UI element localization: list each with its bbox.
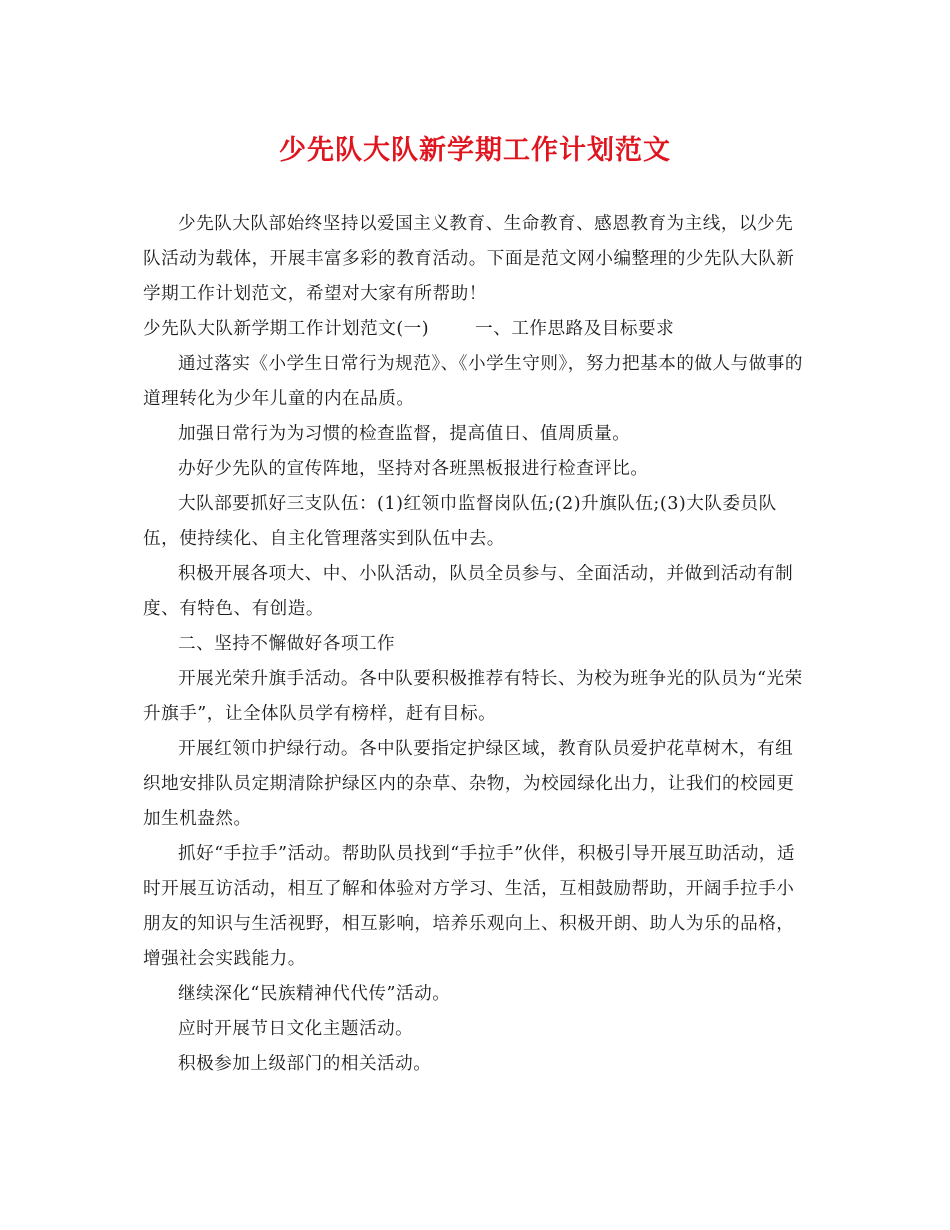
paragraph-festival-culture: 应时开展节日文化主题活动。 [178, 1019, 414, 1039]
paragraph-national-spirit: 继续深化“民族精神代代传”活动。 [178, 984, 451, 1004]
paragraph-higher-level: 积极参加上级部门的相关活动。 [178, 1054, 432, 1074]
section-heading-line [143, 312, 807, 347]
paragraph-norms: 通过落实《小学生日常行为规范》、《小学生守则》，努力把基本的做人与做事的道理转化为少年儿童的内在品质。 [143, 354, 803, 409]
paragraph-inspection: 加强日常行为为习惯的检查监督，提高值日、值周质量。 [178, 424, 631, 444]
paragraph-teams: 大队部要抓好三支队伍：(1)红领巾监督岗队伍;(2)升旗队伍;(3)大队委员队伍，使持续化、自主化管理落实到队伍中去。 [143, 494, 777, 549]
intro-paragraph: 少先队大队部始终坚持以爱国主义教育、生命教育、感恩教育为主线，以少先队活动为载体，开展丰富多彩的教育活动。下面是范文网小编整理的少先队大队新学期工作计划范文，希望对大家有所帮助！ [143, 214, 795, 304]
article-subtitle: 少先队大队新学期工作计划范文(一) [143, 319, 430, 339]
paragraph-flag-raiser: 开展光荣升旗手活动。各中队要积极推荐有特长、为校为班争光的队员为“光荣升旗手”，让全体队员学有榜样，赶有目标。 [143, 669, 803, 724]
document-title: 少先队大队新学期工作计划范文 [279, 135, 671, 166]
document-body [143, 207, 807, 1082]
section-heading-2: 二、坚持不懈做好各项工作 [178, 634, 396, 654]
paragraph-green-action: 开展红领巾护绿行动。各中队要指定护绿区域，教育队员爱护花草树木，有组织地安排队员定期清除护绿区内的杂草、杂物，为校园绿化出力，让我们的校园更加生机盎然。 [143, 739, 795, 829]
section-heading-1: 一、工作思路及目标要求 [475, 319, 675, 339]
paragraph-publicity: 办好少先队的宣传阵地，坚持对各班黑板报进行检查评比。 [178, 459, 649, 479]
paragraph-activities: 积极开展各项大、中、小队活动，队员全员参与、全面活动，并做到活动有制度、有特色、有创造。 [143, 564, 794, 619]
paragraph-hand-in-hand: 抓好“手拉手”活动。帮助队员找到“手拉手”伙伴，积极引导开展互助活动，适时开展互访活动，相互了解和体验对方学习、生活，互相鼓励帮助，开阔手拉手小朋友的知识与生活视野，相互影响，培养乐观向上、积极开朗、助人为乐的品格，增强社会实践能力。 [143, 844, 795, 969]
